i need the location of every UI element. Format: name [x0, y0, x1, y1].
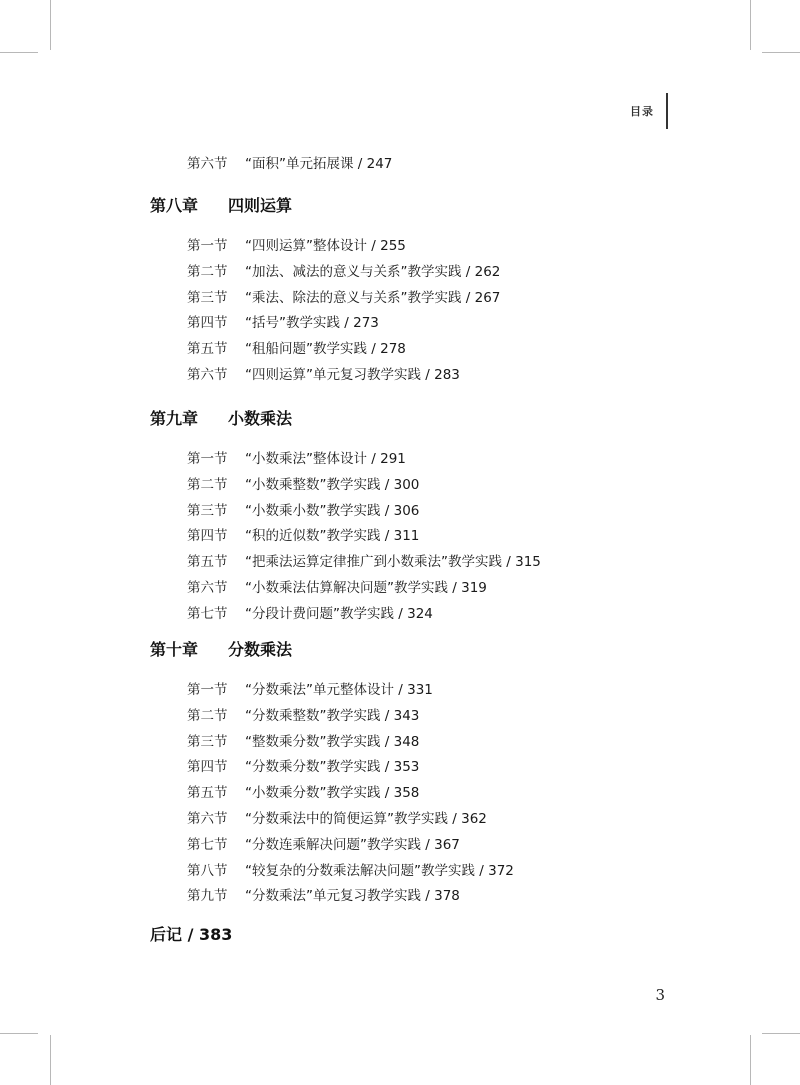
- toc-entry: [187, 833, 460, 853]
- section-number: 第二节: [187, 263, 228, 280]
- section-number: 第六节: [187, 811, 228, 827]
- section-number: 第二节: [187, 707, 228, 724]
- section-title: “小数乘分数”教学实践 / 358: [245, 785, 420, 802]
- section-number: 第六节: [187, 580, 228, 596]
- crop-mark: [762, 52, 800, 53]
- section-number: 第一节: [187, 451, 228, 467]
- crop-mark: [762, 1033, 800, 1034]
- section-title: “租船问题”教学实践 / 278: [245, 341, 406, 358]
- section-number: 第四节: [187, 759, 228, 776]
- toc-entry: [187, 807, 487, 827]
- section-title: “括号”教学实践 / 273: [245, 315, 379, 332]
- section-number: 第八节: [187, 862, 228, 879]
- toc-entry: [187, 678, 433, 698]
- section-title: “分段计费问题”教学实践 / 324: [245, 605, 433, 622]
- running-head-rule: [666, 93, 668, 129]
- section-title: “分数乘整数”教学实践 / 343: [245, 707, 420, 724]
- toc-entry: [187, 602, 433, 622]
- section-title: “分数乘法”单元整体设计 / 331: [245, 682, 433, 698]
- chapter-heading: [150, 406, 292, 429]
- chapter-heading: [150, 193, 292, 216]
- section-title: “分数乘分数”教学实践 / 353: [245, 759, 420, 776]
- crop-mark: [50, 1035, 51, 1085]
- toc-entry: [187, 550, 541, 570]
- toc-entry: [187, 576, 487, 596]
- section-number: 第一节: [187, 238, 228, 254]
- toc-entry: [187, 286, 500, 306]
- chapter-title: 分数乘法: [228, 640, 293, 659]
- section-number: 第九节: [187, 888, 228, 905]
- section-title: “小数乘法估算解决问题”教学实践 / 319: [245, 580, 487, 596]
- section-title: “面积”单元拓展课 / 247: [245, 156, 393, 172]
- running-head: 目录: [630, 105, 654, 118]
- section-number: 第三节: [187, 502, 228, 519]
- section-number: 第五节: [187, 554, 228, 571]
- crop-mark: [0, 1033, 38, 1034]
- chapter-number: 第九章: [150, 409, 199, 428]
- section-title: “小数乘法”整体设计 / 291: [245, 451, 406, 467]
- crop-mark: [50, 0, 51, 50]
- chapter-number: 第十章: [150, 640, 199, 659]
- toc-entry: [187, 363, 460, 383]
- toc-entry: [187, 755, 419, 775]
- chapter-heading: [150, 637, 292, 660]
- section-title: “分数乘法中的简便运算”教学实践 / 362: [245, 811, 487, 827]
- toc-entry: [187, 499, 419, 519]
- section-number: 第一节: [187, 682, 228, 698]
- crop-mark: [750, 0, 751, 50]
- toc-entry: [187, 524, 419, 544]
- section-number: 第六节: [187, 367, 228, 383]
- section-number: 第五节: [187, 785, 228, 802]
- toc-entry: [187, 473, 419, 493]
- section-number: 第四节: [187, 315, 228, 332]
- toc-entry: [187, 337, 406, 357]
- section-number: 第三节: [187, 733, 228, 750]
- toc-entry: [187, 311, 379, 331]
- section-title: “乘法、除法的意义与关系”教学实践 / 267: [245, 289, 501, 306]
- toc-entry: [187, 447, 406, 467]
- section-number: 第七节: [187, 605, 228, 622]
- section-title: “四则运算”整体设计 / 255: [245, 238, 406, 254]
- section-title: “小数乘整数”教学实践 / 300: [245, 476, 420, 493]
- page-number: 3: [655, 986, 665, 1004]
- crop-mark: [750, 1035, 751, 1085]
- chapter-number: 第八章: [150, 196, 199, 215]
- toc-entry: [187, 152, 392, 172]
- section-title: “加法、减法的意义与关系”教学实践 / 262: [245, 263, 501, 280]
- section-title: “四则运算”单元复习教学实践 / 283: [245, 367, 460, 383]
- afterword-entry: 后记 / 383: [150, 925, 233, 944]
- section-title: “较复杂的分数乘法解决问题”教学实践 / 372: [245, 862, 514, 879]
- toc-entry: [187, 234, 406, 254]
- section-title: “把乘法运算定律推广到小数乘法”教学实践 / 315: [245, 554, 541, 571]
- chapter-title: 四则运算: [228, 196, 293, 215]
- section-number: 第五节: [187, 341, 228, 358]
- section-title: “小数乘小数”教学实践 / 306: [245, 502, 420, 519]
- section-number: 第四节: [187, 528, 228, 545]
- toc-entry: [187, 859, 514, 879]
- section-title: “积的近似数”教学实践 / 311: [245, 528, 420, 545]
- section-title: “分数连乘解决问题”教学实践 / 367: [245, 836, 460, 853]
- toc-entry: [187, 704, 419, 724]
- crop-mark: [0, 52, 38, 53]
- toc-entry: [187, 884, 460, 904]
- toc-entry: [187, 781, 419, 801]
- toc-entry: [187, 260, 500, 280]
- section-number: 第六节: [187, 156, 228, 172]
- section-number: 第二节: [187, 476, 228, 493]
- section-number: 第七节: [187, 836, 228, 853]
- section-number: 第三节: [187, 289, 228, 306]
- section-title: “分数乘法”单元复习教学实践 / 378: [245, 888, 460, 905]
- toc-entry: [187, 730, 419, 750]
- section-title: “整数乘分数”教学实践 / 348: [245, 733, 420, 750]
- chapter-title: 小数乘法: [228, 409, 293, 428]
